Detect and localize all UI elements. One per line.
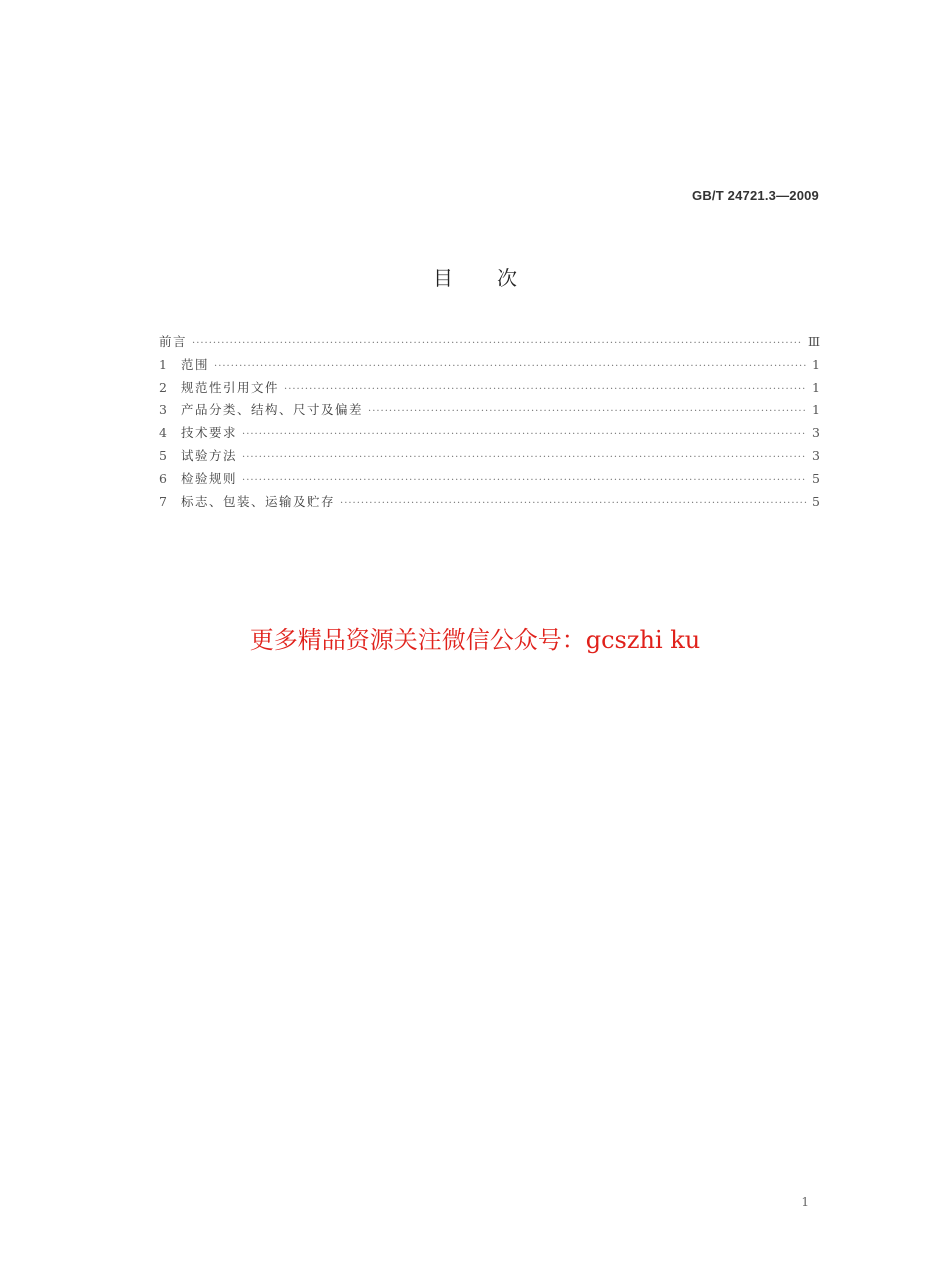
toc-entry-number: 6 xyxy=(159,470,167,486)
toc-entry-page: 5 xyxy=(812,493,820,509)
toc-entry-label: 试验方法 xyxy=(181,447,238,463)
toc-entry-number: 3 xyxy=(159,402,167,418)
toc-entry-number: 1 xyxy=(159,356,167,372)
toc-entry-label: 前言 xyxy=(159,334,188,349)
toc-leader-dots xyxy=(242,429,807,440)
toc-entry-page: 3 xyxy=(812,447,820,463)
toc-leader-dots xyxy=(192,338,803,349)
toc-entry-number: 7 xyxy=(159,493,167,509)
toc-title-char-1: 目 xyxy=(433,266,453,290)
toc-entry-page: 1 xyxy=(812,379,820,395)
toc-entry-page: 1 xyxy=(812,402,820,418)
toc-leader-dots xyxy=(242,452,807,463)
toc-title xyxy=(0,262,950,291)
table-of-contents xyxy=(159,332,820,514)
toc-entry-page: 3 xyxy=(812,425,820,441)
toc-entry-normative-references[interactable] xyxy=(159,378,820,401)
toc-entry-number: 5 xyxy=(159,447,167,463)
toc-title-char-2: 次 xyxy=(497,266,517,290)
toc-entry-marking-packaging[interactable] xyxy=(159,492,820,515)
toc-entry-page: 1 xyxy=(812,356,820,372)
toc-entry-test-methods[interactable] xyxy=(159,446,820,469)
watermark-text: 更多精品资源关注微信公众号：gcszhi ku xyxy=(249,626,701,654)
toc-entry-classification[interactable] xyxy=(159,400,820,423)
toc-entry-inspection-rules[interactable] xyxy=(159,469,820,492)
toc-entry-label: 范围 xyxy=(181,356,210,372)
toc-entry-page: 5 xyxy=(812,470,820,486)
toc-leader-dots xyxy=(214,361,807,372)
standard-code: GB/T 24721.3—2009 xyxy=(692,188,819,203)
page-number: 1 xyxy=(801,1195,809,1209)
toc-entry-preface[interactable] xyxy=(159,332,820,355)
toc-entry-label: 检验规则 xyxy=(181,470,238,486)
toc-entry-page: Ⅲ xyxy=(807,334,820,349)
toc-entry-label: 技术要求 xyxy=(181,425,238,441)
toc-leader-dots xyxy=(340,498,807,509)
toc-entry-label: 规范性引用文件 xyxy=(181,379,280,395)
toc-entry-number: 4 xyxy=(159,425,167,441)
toc-entry-label: 产品分类、结构、尺寸及偏差 xyxy=(181,402,364,418)
toc-entry-scope[interactable] xyxy=(159,355,820,378)
toc-leader-dots xyxy=(242,475,807,486)
toc-entry-number: 2 xyxy=(159,379,167,395)
toc-leader-dots xyxy=(284,384,807,395)
toc-entry-label: 标志、包装、运输及贮存 xyxy=(181,493,336,509)
toc-leader-dots xyxy=(368,406,807,417)
toc-entry-technical-requirements[interactable] xyxy=(159,423,820,446)
